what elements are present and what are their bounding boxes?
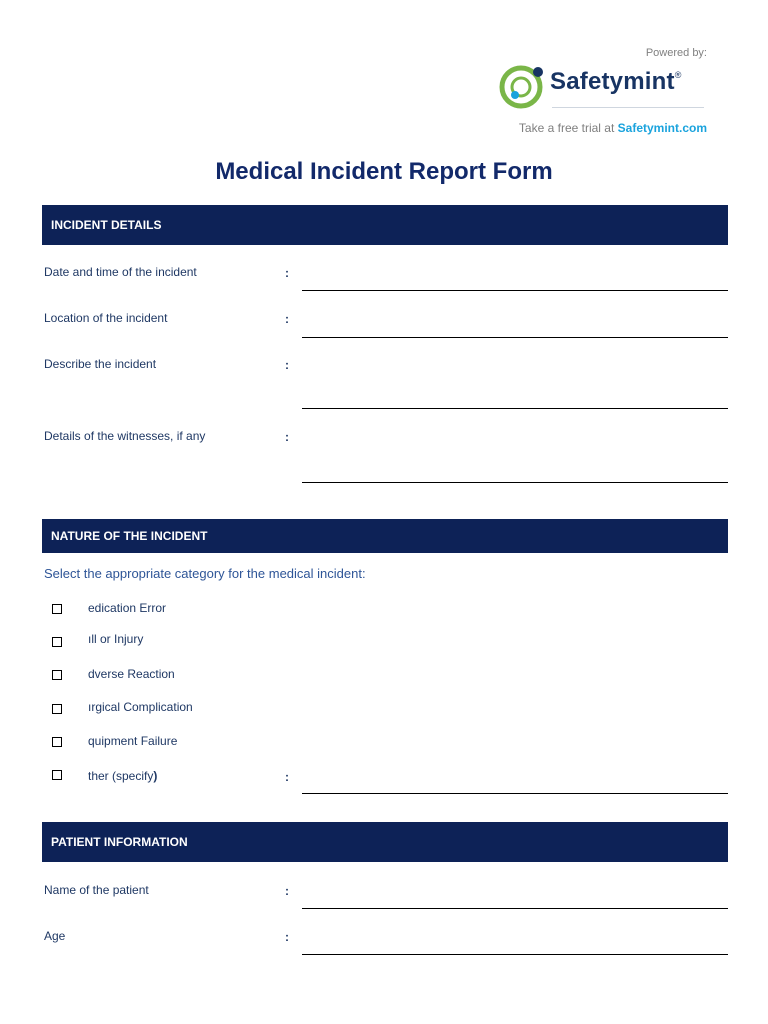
witnesses-input-line[interactable]: [302, 482, 728, 483]
location-input-line[interactable]: [302, 337, 728, 338]
field-colon: :: [285, 430, 289, 444]
section-header-label: NATURE OF THE INCIDENT: [51, 529, 208, 543]
section-header-label: INCIDENT DETAILS: [51, 218, 162, 232]
logo-wordmark: Safetymint®: [550, 68, 682, 95]
checkbox-icon[interactable]: [52, 770, 62, 780]
safetymint-ring-logo-icon: [498, 62, 546, 110]
safetymint-logo[interactable]: [498, 62, 708, 110]
field-colon: :: [285, 770, 289, 784]
field-colon: :: [285, 884, 289, 898]
section-header-nature: [42, 519, 728, 553]
field-label-age: Age: [44, 929, 66, 943]
field-label-witnesses: Details of the witnesses, if any: [44, 429, 206, 443]
field-label-location: Location of the incident: [44, 311, 168, 325]
option-fall-or-injury: ıll or Injury: [88, 632, 144, 646]
option-surgical-complication: ırgical Complication: [88, 700, 193, 714]
checkbox-icon[interactable]: [52, 604, 62, 614]
section-header-patient: [42, 822, 728, 862]
field-colon: :: [285, 266, 289, 280]
option-other: [88, 769, 157, 783]
age-input-line[interactable]: [302, 954, 728, 955]
safetymint-link[interactable]: Safetymint.com: [617, 121, 707, 135]
field-label-patient-name: Name of the patient: [44, 883, 149, 897]
field-label-date-time: Date and time of the incident: [44, 265, 197, 279]
checkbox-icon[interactable]: [52, 670, 62, 680]
description-input-line[interactable]: [302, 408, 728, 409]
section-header-incident-details: [42, 205, 728, 245]
patient-name-input-line[interactable]: [302, 908, 728, 909]
category-instruction: Select the appropriate category for the medical incident:: [44, 566, 366, 581]
date-time-input-line[interactable]: [302, 290, 728, 291]
page-title: Medical Incident Report Form: [215, 158, 553, 185]
field-colon: :: [285, 930, 289, 944]
field-colon: :: [285, 312, 289, 326]
option-equipment-failure: quipment Failure: [88, 734, 178, 748]
registered-mark: ®: [674, 70, 682, 80]
checkbox-icon[interactable]: [52, 737, 62, 747]
checkbox-icon[interactable]: [52, 637, 62, 647]
logo-divider: [552, 107, 704, 108]
other-specify-input-line[interactable]: [302, 793, 728, 794]
option-adverse-reaction: dverse Reaction: [88, 667, 175, 681]
field-colon: :: [285, 358, 289, 372]
checkbox-icon[interactable]: [52, 704, 62, 714]
option-other-paren: ): [153, 769, 158, 783]
powered-by-text: Powered by:: [645, 47, 707, 59]
trial-prefix: Take a free trial at: [518, 121, 618, 135]
option-other-label: ther (specify: [88, 769, 154, 783]
field-label-description: Describe the incident: [44, 357, 157, 371]
section-header-label: PATIENT INFORMATION: [51, 835, 188, 849]
option-medication-error: edication Error: [88, 601, 167, 615]
free-trial-text: [519, 121, 707, 135]
